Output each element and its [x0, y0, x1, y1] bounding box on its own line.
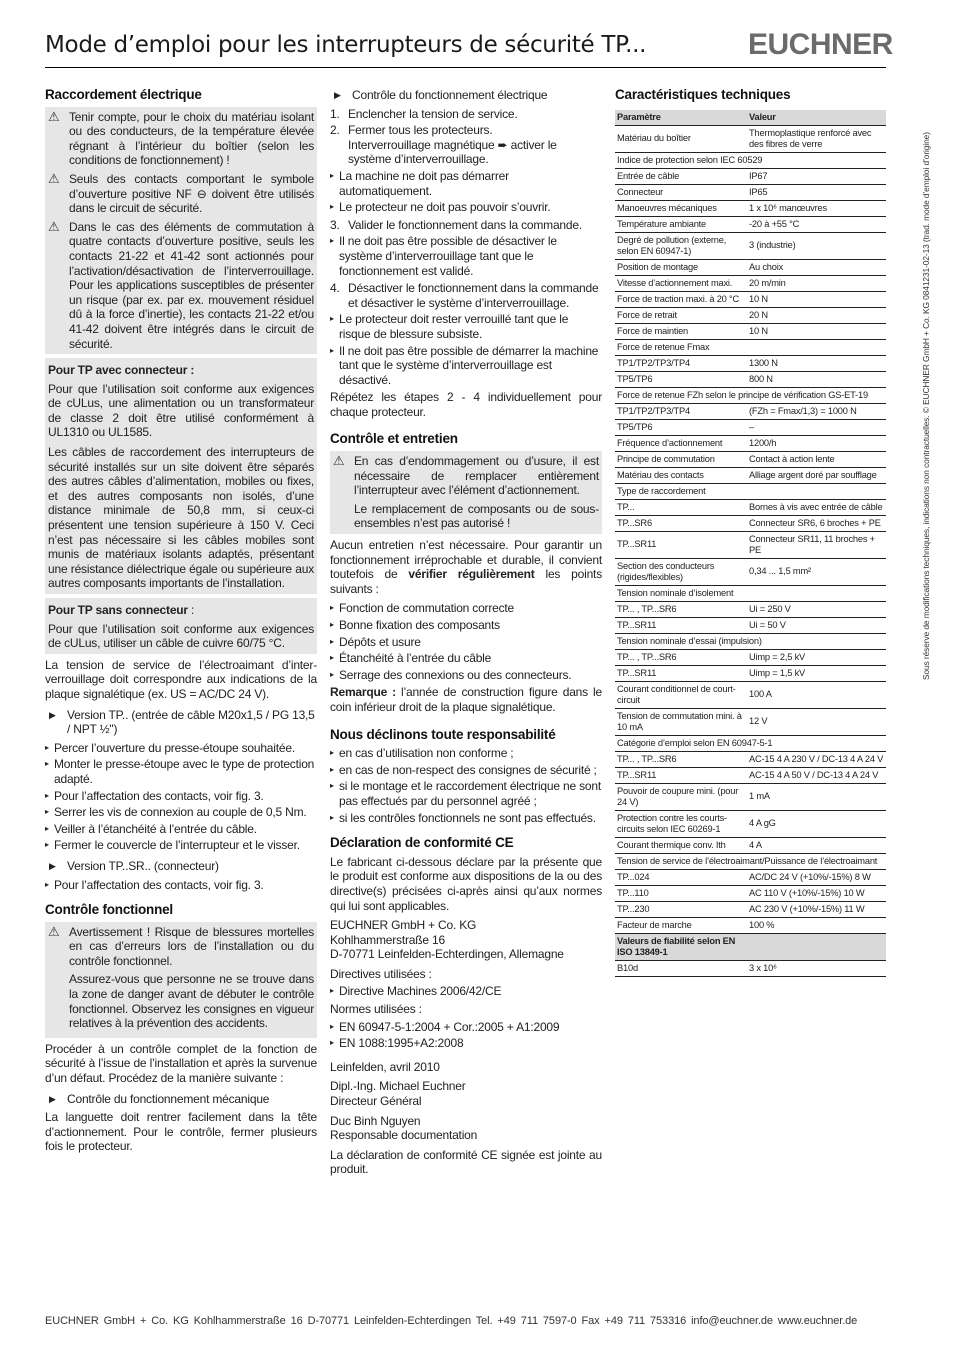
table-row	[615, 355, 886, 371]
table-cell-value: AC 110 V (+10%/-15%) 10 W	[747, 885, 886, 901]
table-cell-value: Ui = 250 V	[747, 601, 886, 617]
paragraph: Le fabricant ci-dessous déclare par la présente que le produit est conforme aux dispositions de la ou des directive(s) précisées ci-après ainsi qu’aux normes qui lui sont applicables.	[330, 854, 602, 913]
table-row	[615, 735, 886, 751]
table-row	[615, 339, 886, 355]
table-cell-parameter: Vitesse d’actionnement maxi.	[615, 275, 747, 291]
table-cell-parameter: Connecteur	[615, 184, 747, 200]
table-cell-value: Ui = 50 V	[747, 617, 886, 633]
table-cell-value: 1 x 10⁶ manœuvres	[747, 200, 886, 216]
warning-text: Dans le cas des éléments de commutation à quatre contacts d’ouverture positive, seuls les contacts 21-22 et 41-42 sont actionnés pour l’activation/désactivation de l’interverrouillage. Pour les applications susceptibles de présenter un risque (par ex. par ex. mouvement résiduel dû à la force d’inertie), les contacts 21-22 et/ou 41-42 doivent être intégrés dans le circuit de sécurité.	[69, 219, 314, 351]
warning-item	[333, 454, 599, 531]
warning-text: En cas d’endommagement ou d’usure, il est nécessaire de remplacer entièrement l’interrupteur avec l’élément d’actionnement.	[354, 454, 599, 498]
list-item: ▸ en cas d’utilisation non conforme ;	[330, 746, 602, 761]
step-text: Fermer tous les protecteurs.	[348, 123, 493, 138]
table-cell-value: 1 mA	[747, 783, 886, 810]
table-row	[615, 152, 886, 168]
table-cell-parameter: Force de retenue Fmax	[615, 339, 886, 355]
table-row	[615, 901, 886, 917]
text: les points suivants :	[330, 567, 602, 596]
table-row	[615, 751, 886, 767]
table-cell-parameter: Force de retenue FZh selon le principe de vérification GS-ET-19	[615, 387, 886, 403]
table-cell-parameter: TP...110	[615, 885, 747, 901]
table-cell-value: AC/DC 24 V (+10%/-15%) 8 W	[747, 869, 886, 885]
table-cell-value: 4 A gG	[747, 810, 886, 837]
list-item: 1. Enclencher la tension de service.	[330, 106, 518, 121]
table-cell-value: Alliage argent doré par soufflage	[747, 467, 886, 483]
table-cell-parameter: TP... , TP...SR6	[615, 649, 747, 665]
table-row	[615, 467, 886, 483]
column-header-valeur: Valeur	[747, 110, 886, 126]
table-cell-value: 10 N	[747, 323, 886, 339]
table-cell-value: AC-15 4 A 50 V / DC-13 4 A 24 V	[747, 767, 886, 783]
list-item: ▸ Il ne doit pas être possible de désactiver le système d’interverrouillage tant que le fonctionnement est validé.	[330, 234, 602, 278]
table-row	[615, 933, 886, 960]
signatory-name: Dipl.-Ing. Michael Euchner	[330, 1079, 466, 1094]
table-cell-parameter: TP... , TP...SR6	[615, 751, 747, 767]
place-date: Leinfelden, avril 2010	[330, 1059, 440, 1074]
list-item: ▸ Fermer le couvercle de l’interrupteur et le visser.	[45, 838, 317, 853]
list-item: ▸ Percer l’ouverture du presse-étoupe souhaitée.	[45, 741, 317, 756]
column-header-parametre: Paramètre	[615, 110, 747, 126]
heading-controle-fonctionnel: Contrôle fonctionnel	[45, 902, 173, 918]
table-cell-value: Au choix	[747, 259, 886, 275]
table-row	[615, 558, 886, 585]
table-row	[615, 837, 886, 853]
table-row	[615, 232, 886, 259]
signatory-title: Responsable documentation	[330, 1128, 478, 1143]
bullet-list-version-cable	[45, 741, 317, 853]
table-cell-parameter: B10d	[615, 960, 747, 976]
table-cell-value: Contact à action lente	[747, 451, 886, 467]
warning-box-controle	[45, 922, 317, 1038]
table-row	[615, 810, 886, 837]
paragraph: Les câbles de raccordement des interrupteurs de sécurité installés sur un site doivent être séparés des autres câbles d’alimentation, mobiles ou fixes, et des autres composants non isolés, d’une distance minimale de 50,8 mm, si ceux-ci présentent une tension supérieure à 150 V. Ceci n’est pas nécessaire si les câbles mobiles sont munis de matériaux isolants adaptés, présentant une résistance diélectrique égale ou supérieure aux autres composants importants de l’installation.	[48, 445, 314, 591]
table-cell-parameter: TP...SR11	[615, 617, 747, 633]
table-cell-parameter: TP...230	[615, 901, 747, 917]
table-cell-parameter: Tension nominale d’isolement	[615, 585, 886, 601]
column-1	[45, 88, 317, 1159]
paragraph: Répétez les étapes 2 - 4 individuellement pour chaque protecteur.	[330, 390, 602, 419]
table-cell-value: 3 (industrie)	[747, 232, 886, 259]
warning-text: Avertissement ! Risque de blessures mortelles en cas d’erreurs lors de l’installation ou du contrôle fonctionnel.	[69, 924, 314, 968]
list-item: ▸ en cas de non-respect des consignes de sécurité ;	[330, 763, 602, 778]
table-row	[615, 869, 886, 885]
table-row	[615, 259, 886, 275]
bold-text: Remarque :	[330, 685, 396, 700]
address-line: EUCHNER GmbH + Co. KG	[330, 918, 477, 933]
warning-text: Assurez-vous que personne ne se trouve dans la zone de danger avant de débuter le contrôle fonctionnel. Observez les consignes en vigueur relatives à la prévention des accidents.	[69, 972, 314, 1031]
address-line: Kohlhammerstraße 16	[330, 932, 445, 947]
table-cell-value: 20 m/min	[747, 275, 886, 291]
table-cell-value: 10 N	[747, 291, 886, 307]
table-row	[615, 885, 886, 901]
table-cell-value: 3 x 10⁶	[747, 960, 886, 976]
table-cell-parameter: TP1/TP2/TP3/TP4	[615, 355, 747, 371]
table-cell-parameter: TP...SR6	[615, 515, 747, 531]
list-item: ▸ Serrage des connexions ou des connecteurs.	[330, 668, 602, 683]
table-row	[615, 168, 886, 184]
list-item: ▸ Bonne fixation des composants	[330, 618, 602, 633]
list-item: 2. Fermer tous les protecteurs. Interverrouillage magnétique ➨ activer le système d’interverrouillage.	[330, 123, 557, 167]
arrow-step-electrique: ▶ Contrôle du fonctionnement électrique	[330, 88, 602, 103]
table-cell-parameter: Matériau des contacts	[615, 467, 747, 483]
page-title: Mode d’emploi pour les interrupteurs de sécurité TP...	[45, 32, 647, 58]
paragraph: Pour que l’utilisation soit conforme aux exigences de cULus, utiliser un câble de cuivre 60/75 °C.	[48, 621, 314, 651]
table-row	[615, 216, 886, 232]
numbered-list-step-4	[330, 281, 602, 310]
bullet-list-normes	[330, 1020, 602, 1051]
list-item: ▸ La machine ne doit pas démarrer automatiquement.	[330, 169, 602, 198]
list-item: ▸ Serrer les vis de connexion au couple de 0,5 Nm.	[45, 805, 317, 820]
table-row	[615, 708, 886, 735]
spec-table	[615, 110, 886, 977]
table-cell-value: IP67	[747, 168, 886, 184]
address-line: D-70771 Leinfelden-Echterdingen, Allemagne	[330, 947, 564, 962]
bullet-list-entretien	[330, 601, 602, 682]
list-item: ▸ Monter le presse-étoupe avec le type de protection adapté.	[45, 757, 317, 786]
column-3	[615, 88, 886, 977]
table-row	[615, 435, 886, 451]
list-item: 4. Désactiver le fonctionnement dans la commande et désactiver le système d’interverrouillage.	[330, 281, 599, 310]
table-row	[615, 419, 886, 435]
warning-box-raccordement	[45, 107, 317, 355]
table-cell-value: Uimp = 1,5 kV	[747, 665, 886, 681]
table-row	[615, 767, 886, 783]
step-text: Interverrouillage magnétique ➨ activer le système d’interverrouillage.	[348, 137, 557, 167]
table-cell-value	[747, 933, 886, 960]
heading-entretien: Contrôle et entretien	[330, 431, 458, 447]
bullet-list-step2	[330, 169, 602, 215]
table-cell-value: 800 N	[747, 371, 886, 387]
table-cell-parameter: TP...SR11	[615, 665, 747, 681]
footer-contact: EUCHNER GmbH + Co. KG Kohlhammerstraße 16 D-70771 Leinfelden-Echterdingen Tel. +49 711 7597-0 Fax +49 711 753316 info@euchner.de www.euchner.de	[45, 1315, 858, 1327]
subheading-text: Pour TP sans connecteur	[48, 603, 188, 617]
step-text: Valider le fonctionnement dans la commande.	[348, 217, 582, 232]
table-cell-value: (FZh = Fmax/1,3) = 1000 N	[747, 403, 886, 419]
table-cell-parameter: Principe de commutation	[615, 451, 747, 467]
list-item: ▸ si les contrôles fonctionnels ne sont pas effectués.	[330, 811, 602, 826]
table-cell-value: Connecteur SR11, 11 broches + PE	[747, 531, 886, 558]
table-row	[615, 617, 886, 633]
table-cell-value: AC-15 4 A 230 V / DC-13 4 A 24 V	[747, 751, 886, 767]
warning-item	[48, 172, 314, 216]
table-cell-parameter: Entrée de câble	[615, 168, 747, 184]
table-cell-parameter: TP...024	[615, 869, 747, 885]
table-cell-parameter: Facteur de marche	[615, 917, 747, 933]
warning-text: Tenir compte, pour le choix du matériau isolant ou des conducteurs, de la température élevée régnant à l’intérieur du boîtier (selon les conditions de fonctionnement) !	[69, 109, 314, 168]
table-cell-parameter: Section des conducteurs (rigides/flexibles)	[615, 558, 747, 585]
list-item: ▸ EN 1088:1995+A2:2008	[330, 1036, 602, 1051]
list-item: ▸ Le protecteur ne doit pas pouvoir s’ouvrir.	[330, 200, 602, 215]
warning-text: Le remplacement de composants ou de sous-ensembles n’est pas autorisé !	[354, 501, 599, 531]
table-cell-parameter: TP...SR11	[615, 767, 747, 783]
table-cell-value: Thermoplastique renforcé avec des fibres de verre	[747, 125, 886, 152]
warning-triangle-icon: ⚠	[48, 170, 60, 186]
subheading-sans-connecteur	[48, 603, 314, 618]
table-cell-value: 20 N	[747, 307, 886, 323]
table-row	[615, 323, 886, 339]
warning-text-group	[69, 925, 314, 1031]
list-item: ▸ Pour l’affectation des contacts, voir fig. 3.	[45, 878, 317, 893]
table-row	[615, 371, 886, 387]
table-cell-value: 100 A	[747, 681, 886, 708]
table-row	[615, 403, 886, 419]
side-disclaimer: Sous réserve de modifications techniques, indications non contractuelles. © EUCHNER GmbH + Co. KG 0841231-02-13 (trad. mode d’emploi d’origine)	[921, 132, 931, 680]
table-cell-parameter: TP5/TP6	[615, 419, 747, 435]
table-cell-value: Connecteur SR6, 6 broches + PE	[747, 515, 886, 531]
table-cell-parameter: Degré de pollution (externe, selon EN 60947-1)	[615, 232, 747, 259]
table-cell-parameter: Type de raccordement	[615, 483, 886, 499]
table-cell-parameter: Courant thermique conv. Ith	[615, 837, 747, 853]
bullet-list-responsabilite	[330, 746, 602, 825]
table-cell-parameter: Force de traction maxi. à 20 °C	[615, 291, 747, 307]
list-item: ▸ Veiller à l’étanchéité à l’entrée du câble.	[45, 822, 317, 837]
list-item: ▸ Fonction de commutation correcte	[330, 601, 602, 616]
table-cell-parameter: Tension de commutation mini. à 10 mA	[615, 708, 747, 735]
heading-responsabilite: Nous déclinons toute responsabilité	[330, 726, 556, 742]
list-item: 3. Valider le fonctionnement dans la commande.	[330, 217, 582, 232]
heading-declaration: Déclaration de conformité CE	[330, 835, 514, 851]
table-row	[615, 387, 886, 403]
paragraph: Pour que l’utilisation soit conforme aux exigences de cULus, une alimentation ou un transformateur de classe 2 doit être utilisé conformément à UL1310 ou UL1585.	[48, 381, 314, 440]
table-row	[615, 960, 886, 976]
list-item: ▸ si le montage et le raccordement électrique ne sont pas effectués par du personnel agréé ;	[330, 779, 602, 808]
list-item: ▸ Pour l’affectation des contacts, voir fig. 3.	[45, 789, 317, 804]
table-cell-parameter: Force de retrait	[615, 307, 747, 323]
info-box-avec-connecteur	[45, 358, 317, 594]
table-row	[615, 200, 886, 216]
table-row	[615, 601, 886, 617]
warning-box-entretien	[330, 451, 602, 534]
warning-item	[48, 110, 314, 168]
table-row	[615, 649, 886, 665]
table-cell-value: AC 230 V (+10%/-15%) 11 W	[747, 901, 886, 917]
warning-text: Seuls des contacts comportant le symbole d’ouverture positive NF ⊖ doivent être utilisés dans le circuit de sécurité.	[69, 171, 314, 216]
address-block	[330, 918, 602, 962]
signature-block	[330, 1079, 602, 1108]
text: Aucun entretien n’est nécessaire. Pour garantir un fonctionnement irréprochable et durable, il convient toutefois de	[330, 538, 602, 582]
table-cell-value: Uimp = 2,5 kV	[747, 649, 886, 665]
subheading-colon: :	[187, 603, 195, 617]
signatory-title: Directeur Général	[330, 1094, 422, 1109]
numbered-list-steps-1-2	[330, 107, 602, 167]
table-row	[615, 531, 886, 558]
table-cell-parameter: TP...	[615, 499, 747, 515]
paragraph: La tension de service de l’électroaimant d’inter-verrouillage doit correspondre aux indications de la plaque signalétique (ex. US = AC/DC 24 V).	[45, 657, 317, 701]
paragraph: La déclaration de conformité CE signée est jointe au produit.	[330, 1147, 602, 1177]
table-cell-parameter: TP5/TP6	[615, 371, 747, 387]
table-cell-value: –	[747, 419, 886, 435]
warning-triangle-icon: ⚠	[48, 218, 60, 234]
paragraph: Procéder à un contrôle complet de la fonction de sécurité à l’issue de l’installation et après la survenue d’un défaut. Procédez de la manière suivante :	[45, 1041, 317, 1086]
table-cell-parameter: Pouvoir de coupure mini. (pour 24 V)	[615, 783, 747, 810]
table-cell-value: 12 V	[747, 708, 886, 735]
subheading-avec-connecteur: Pour TP avec connecteur :	[48, 363, 195, 378]
bullet-list-version-connecteur	[45, 878, 317, 893]
list-item: ▸ Dépôts et usure	[330, 635, 602, 650]
table-cell-parameter: Manoeuvres mécaniques	[615, 200, 747, 216]
table-row	[615, 307, 886, 323]
list-item: ▸ Étanchéité à l’entrée du câble	[330, 651, 602, 666]
warning-item	[48, 220, 314, 351]
table-cell-parameter: Force de maintien	[615, 323, 747, 339]
table-row	[615, 291, 886, 307]
numbered-list-step-3	[330, 218, 602, 233]
table-row	[615, 917, 886, 933]
table-cell-value: 4 A	[747, 837, 886, 853]
table-row	[615, 853, 886, 869]
table-cell-parameter: Matériau du boîtier	[615, 125, 747, 152]
paragraph-remarque	[330, 685, 602, 714]
table-row	[615, 585, 886, 601]
table-row	[615, 125, 886, 152]
table-row	[615, 681, 886, 708]
arrow-step-version-connecteur: ▶ Version TP..SR.. (connecteur)	[45, 859, 317, 874]
list-item: ▸ Le protecteur doit rester verrouillé tant que le risque de blessure subsiste.	[330, 312, 602, 341]
table-row	[615, 633, 886, 649]
heading-caracteristiques: Caractéristiques techniques	[615, 87, 791, 102]
bullet-list-directives	[330, 984, 602, 999]
arrow-step-mecanique: ▶ Contrôle du fonctionnement mécanique	[45, 1092, 317, 1107]
bullet-list-step3	[330, 234, 602, 278]
table-cell-value: IP65	[747, 184, 886, 200]
table-cell-value: 1200/h	[747, 435, 886, 451]
table-cell-value: Bornes à vis avec entrée de câble	[747, 499, 886, 515]
warning-triangle-icon: ⚠	[48, 923, 60, 939]
text: l’année de construction figure dans le coin inférieur droit de la plaque signalétique.	[330, 685, 602, 714]
table-cell-parameter: Protection contre les courts-circuits selon IEC 60269-1	[615, 810, 747, 837]
warning-triangle-icon: ⚠	[48, 108, 60, 124]
paragraph: La languette doit rentrer facilement dans la tête d’actionnement. Pour le contrôle, fermer plusieurs fois le protecteur.	[45, 1110, 317, 1154]
signatory-name: Duc Binh Nguyen	[330, 1113, 421, 1128]
table-row	[615, 783, 886, 810]
table-cell-value: 0,34 ... 1,5 mm²	[747, 558, 886, 585]
normes-label: Normes utilisées :	[330, 1002, 422, 1017]
step-text: Enclencher la tension de service.	[348, 106, 518, 121]
paragraph-entretien	[330, 538, 602, 596]
brand-logo: EUCHNER	[748, 28, 893, 61]
bullet-list-step4	[330, 312, 602, 387]
title-divider	[45, 67, 886, 68]
table-cell-parameter: Catégorie d’emploi selon EN 60947-5-1	[615, 735, 886, 751]
info-box-sans-connecteur	[45, 598, 317, 654]
directives-label: Directives utilisées :	[330, 966, 432, 981]
table-row	[615, 275, 886, 291]
table-row	[615, 665, 886, 681]
table-cell-parameter: Valeurs de fiabilité selon EN ISO 13849-1	[615, 933, 747, 960]
table-cell-parameter: TP... , TP...SR6	[615, 601, 747, 617]
column-2	[330, 88, 602, 1182]
list-item: ▸ Directive Machines 2006/42/CE	[330, 984, 602, 999]
table-row	[615, 184, 886, 200]
bold-text: vérifier régulièrement	[408, 567, 535, 582]
table-cell-parameter: Courant conditionnel de court-circuit	[615, 681, 747, 708]
table-cell-parameter: Indice de protection selon IEC 60529	[615, 152, 886, 168]
table-row	[615, 499, 886, 515]
table-row	[615, 483, 886, 499]
table-row	[615, 515, 886, 531]
list-item: ▸ Il ne doit pas être possible de démarrer la machine tant que le système d’interverrouillage est désactivé.	[330, 344, 602, 388]
table-cell-parameter: Tension nominale d’essai (impulsion)	[615, 633, 886, 649]
table-cell-value: 1300 N	[747, 355, 886, 371]
table-cell-value: -20 à +55 °C	[747, 216, 886, 232]
arrow-step-version-cable: ▶ Version TP.. (entrée de câble M20x1,5 / PG 13,5 / NPT ½")	[45, 708, 317, 737]
table-cell-parameter: Position de montage	[615, 259, 747, 275]
heading-raccordement: Raccordement électrique	[45, 87, 202, 102]
table-cell-parameter: TP...SR11	[615, 531, 747, 558]
warning-triangle-icon: ⚠	[333, 453, 345, 469]
step-text: Désactiver le fonctionnement dans la commande et désactiver le système d’interverrouillage.	[348, 281, 599, 310]
warning-text-group	[354, 454, 599, 531]
table-cell-parameter: TP1/TP2/TP3/TP4	[615, 403, 747, 419]
table-cell-parameter: Tension de service de l’électroaimant/Puissance de l’électroaimant	[615, 853, 886, 869]
table-cell-parameter: Température ambiante	[615, 216, 747, 232]
table-header-row	[615, 110, 886, 126]
list-item: ▸ EN 60947-5-1:2004 + Cor.:2005 + A1:2009	[330, 1020, 602, 1035]
warning-item	[48, 925, 314, 1031]
table-cell-parameter: Fréquence d’actionnement	[615, 435, 747, 451]
signature-block	[330, 1114, 602, 1143]
table-cell-value: 100 %	[747, 917, 886, 933]
table-row	[615, 451, 886, 467]
